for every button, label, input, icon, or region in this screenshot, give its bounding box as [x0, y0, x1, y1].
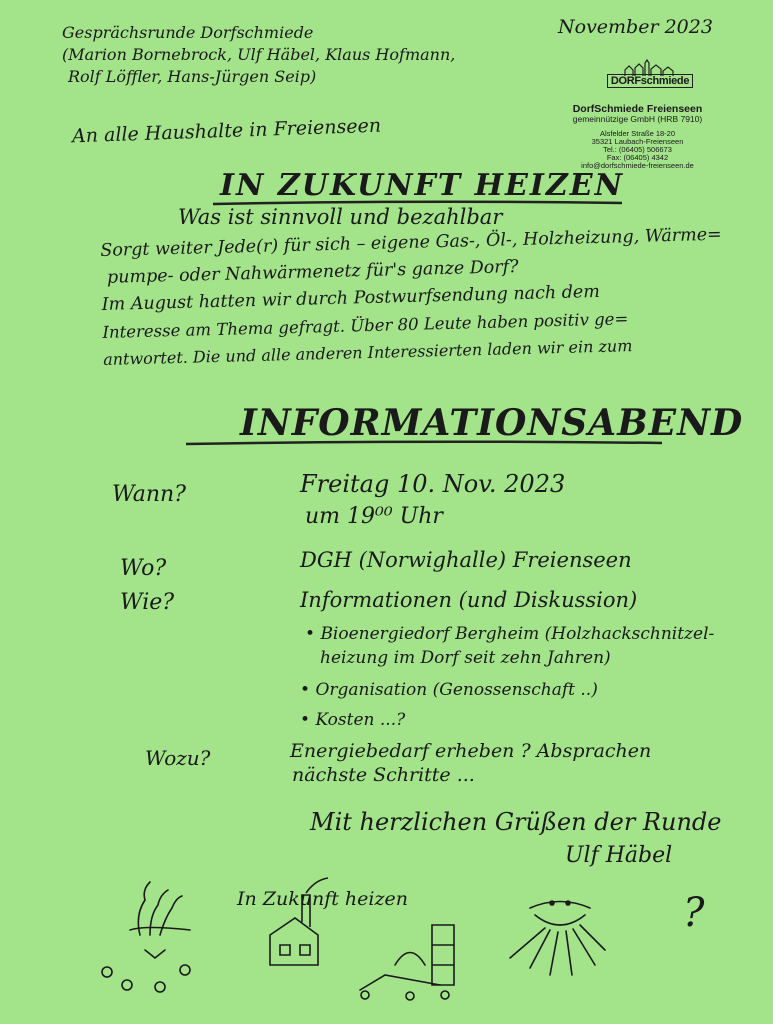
event-format: Informationen (und Diskussion): [300, 588, 638, 612]
agenda-item: Bioenergiedorf Bergheim (Holzhackschnitzel-: [320, 624, 715, 644]
intro-paragraph: [100, 222, 725, 373]
letter-date: November 2023: [558, 16, 713, 38]
event-time: um 19⁰⁰ Uhr: [305, 504, 443, 529]
agenda-item: Kosten ...?: [315, 710, 406, 730]
agenda-item: Organisation (Genossenschaft ..): [315, 680, 598, 700]
subheadline: Was ist sinnvoll und bezahlbar: [178, 205, 503, 229]
intro-line: pumpe- oder Nahwärmenetz für's ganze Dorf?: [106, 257, 519, 288]
organizers-block: [62, 22, 455, 88]
address-line: 35321 Laubach-Freienseen: [591, 137, 684, 146]
doodle-caption: In Zukunft heizen: [237, 888, 408, 910]
intro-line: Interesse am Thema gefragt. Über 80 Leute haben positiv ge=: [102, 309, 629, 342]
agenda-bullet: • Kosten ...?: [300, 710, 406, 730]
agenda-continuation: heizung im Dorf seit zehn Jahren): [320, 648, 611, 668]
event-title: INFORMATIONSABEND: [240, 402, 744, 444]
address-line: info@dorfschmiede-freienseen.de: [581, 161, 694, 170]
agenda-bullet: • Bioenergiedorf Bergheim (Holzhackschnitzel-: [305, 624, 715, 644]
signature: Ulf Häbel: [565, 843, 673, 868]
intro-line: antwortet. Die und alle anderen Interessierten laden wir ein zum: [102, 336, 633, 369]
agenda-bullet: • Organisation (Genossenschaft ..): [300, 680, 598, 700]
logo-wordmark: DORFschmiede: [607, 74, 693, 88]
headline: IN ZUKUNFT HEIZEN: [220, 168, 625, 203]
address-line: Fax: (06405) 4342: [606, 153, 669, 162]
purpose-line-1: Energiebedarf erheben ? Absprachen: [290, 740, 652, 762]
village-skyline-icon: [623, 60, 675, 76]
intro-line: Im August hatten wir durch Postwurfsendung nach dem: [101, 281, 601, 315]
when-label: Wann?: [112, 482, 186, 507]
question-mark-doodle: ?: [683, 890, 705, 936]
purpose-line-2: nächste Schritte ...: [292, 764, 475, 786]
why-label: Wozu?: [145, 746, 211, 770]
address-line: Alsfelder Straße 18-20: [599, 129, 676, 138]
intro-line: Sorgt weiter Jede(r) für sich – eigene Gas-, Öl-, Holzheizung, Wärme=: [100, 224, 722, 261]
address-line: Tel.: (06405) 506673: [603, 145, 672, 154]
how-label: Wie?: [120, 590, 175, 615]
company-legal: gemeinnützige GmbH (HRB 7910): [572, 114, 703, 124]
company-name: DorfSchmiede Freienseen: [572, 103, 703, 115]
organizers-line-2: (Marion Bornebrock, Ulf Häbel, Klaus Hofmann,: [62, 45, 456, 64]
company-info: [555, 103, 720, 170]
event-venue: DGH (Norwighalle) Freienseen: [300, 548, 632, 572]
closing-greeting: Mit herzlichen Grüßen der Runde: [310, 808, 722, 836]
event-date: Freitag 10. Nov. 2023: [300, 470, 566, 498]
where-label: Wo?: [120, 556, 167, 581]
dorfschmiede-logo: [575, 60, 725, 88]
organizers-line-1: Gesprächsrunde Dorfschmiede: [62, 23, 314, 42]
recipients-line: An alle Haushalte in Freienseen: [71, 114, 382, 148]
organizers-line-3: Rolf Löffler, Hans-Jürgen Seip): [68, 67, 317, 86]
